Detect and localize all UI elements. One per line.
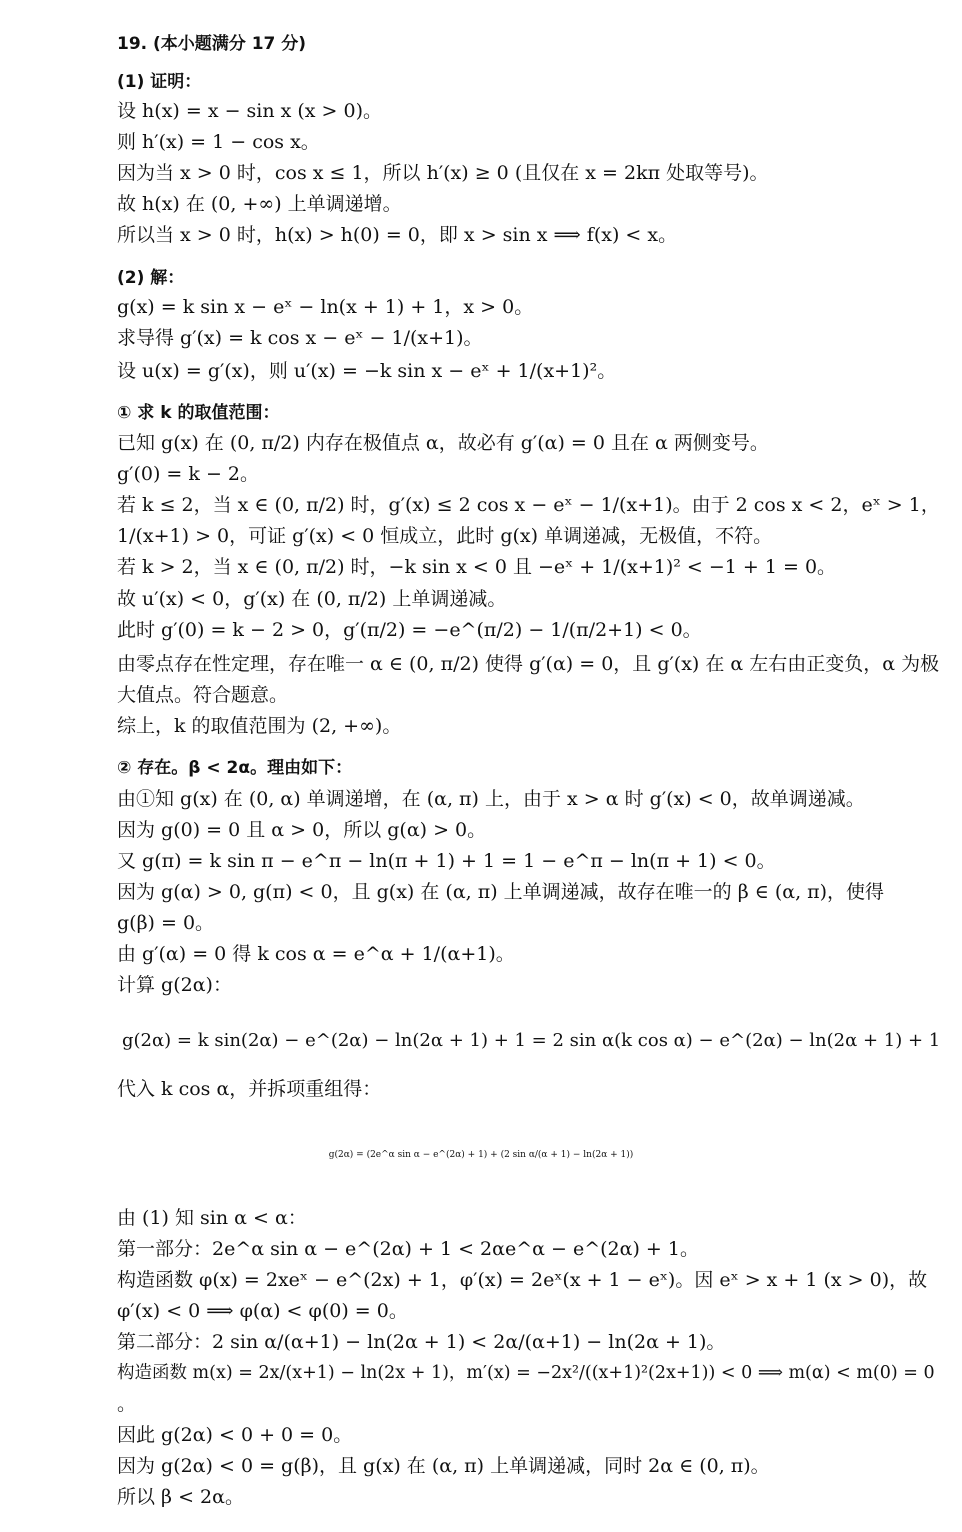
solution-line: 已知 g(x) 在 (0, π/2) 内存在极值点 α，故必有 g′(α) = 0 且在 α 两侧变号。 [117, 432, 769, 454]
solution-line: 综上，k 的取值范围为 (2, +∞)。 [117, 715, 402, 737]
solution-line: g′(0) = k − 2。 [117, 463, 259, 485]
solution-line: 计算 g(2α)： [117, 974, 232, 996]
solution-line: 因为 g(α) > 0, g(π) < 0，且 g(x) 在 (α, π) 上单调递减，故存在唯一的 β ∈ (α, π)，使得 [117, 881, 885, 903]
solution-line: 求导得 g′(x) = k cos x − eˣ − 1/(x+1)。 [117, 327, 483, 349]
proof-line: 设 h(x) = x − sin x (x > 0)。 [117, 100, 383, 122]
solution-line: 由 g′(α) = 0 得 k cos α = e^α + 1/(α+1)。 [117, 943, 515, 965]
solution-line: 代入 k cos α，并拆项重组得： [117, 1078, 382, 1100]
proof-line: 因为当 x > 0 时，cos x ≤ 1，所以 h′(x) ≥ 0 (且仅在 x = 2kπ 处取等号)。 [117, 162, 769, 184]
solution-line: 由 (1) 知 sin α < α： [117, 1207, 307, 1229]
proof-line: 故 h(x) 在 (0, +∞) 上单调递增。 [117, 193, 402, 215]
solution-line: 因为 g(2α) < 0 = g(β)，且 g(x) 在 (α, π) 上单调递减，同时 2α ∈ (0, π)。 [117, 1455, 770, 1477]
solution-line: 第一部分：2e^α sin α − e^(2α) + 1 < 2αe^α − e^(2α) + 1。 [117, 1238, 699, 1260]
solution-line: φ′(x) < 0 ⟹ φ(α) < φ(0) = 0。 [117, 1300, 408, 1322]
solution-line: 又 g(π) = k sin π − e^π − ln(π + 1) + 1 = 1 − e^π − ln(π + 1) < 0。 [117, 850, 776, 872]
solution-line: 所以 β < 2α。 [117, 1486, 244, 1508]
solution-line: 。 [117, 1393, 137, 1415]
solution-line: 此时 g′(0) = k − 2 > 0，g′(π/2) = −e^(π/2) − 1/(π/2+1) < 0。 [117, 619, 702, 641]
display-equation: g(2α) = (2e^α sin α − e^(2α) + 1) + (2 sin α/(α + 1) − ln(2α + 1)) [328, 1150, 634, 1160]
subpart-2-heading: ② 存在。β < 2α。理由如下： [117, 758, 353, 778]
solution-line: 构造函数 φ(x) = 2xeˣ − e^(2x) + 1，φ′(x) = 2eˣ(x + 1 − eˣ)。因 eˣ > x + 1 (x > 0)，故 [117, 1269, 928, 1291]
proof-line: 所以当 x > 0 时，h(x) > h(0) = 0，即 x > sin x ⟹ f(x) < x。 [117, 224, 678, 246]
solution-line: 由零点存在性定理，存在唯一 α ∈ (0, π/2) 使得 g′(α) = 0，且 g′(x) 在 α 左右由正变负，α 为极 [117, 653, 940, 675]
solution-line: 设 u(x) = g′(x)，则 u′(x) = −k sin x − eˣ + 1/(x+1)²。 [117, 360, 617, 382]
solution-line: 因此 g(2α) < 0 + 0 = 0。 [117, 1424, 353, 1446]
solution-line: 由①知 g(x) 在 (0, α) 单调递增，在 (α, π) 上，由于 x > α 时 g′(x) < 0，故单调递减。 [117, 788, 865, 810]
proof-line: 则 h′(x) = 1 − cos x。 [117, 131, 320, 153]
part-2-heading: (2) 解： [117, 268, 185, 288]
solution-line: g(x) = k sin x − eˣ − ln(x + 1) + 1，x > 0。 [117, 296, 534, 318]
solution-line: 构造函数 m(x) = 2x/(x+1) − ln(2x + 1)，m′(x) = −2x²/((x+1)²(2x+1)) < 0 ⟹ m(α) < m(0) = 0 [117, 1363, 935, 1383]
solution-line: 若 k ≤ 2，当 x ∈ (0, π/2) 时，g′(x) ≤ 2 cos x − eˣ − 1/(x+1)。由于 2 cos x < 2，eˣ > 1， [117, 494, 940, 516]
subpart-1-heading: ① 求 k 的取值范围： [117, 403, 280, 423]
solution-line: 大值点。符合题意。 [117, 684, 289, 706]
solution-line: 因为 g(0) = 0 且 α > 0，所以 g(α) > 0。 [117, 819, 487, 841]
problem-title: 19. (本小题满分 17 分) [117, 34, 307, 54]
solution-line: g(β) = 0。 [117, 912, 215, 934]
part-1-heading: (1) 证明： [117, 72, 202, 92]
solution-line: 若 k > 2，当 x ∈ (0, π/2) 时，−k sin x < 0 且 −eˣ + 1/(x+1)² < −1 + 1 = 0。 [117, 556, 837, 578]
solution-line: 第二部分：2 sin α/(α+1) − ln(2α + 1) < 2α/(α+1) − ln(2α + 1)。 [117, 1331, 726, 1353]
display-equation: g(2α) = k sin(2α) − e^(2α) − ln(2α + 1) + 1 = 2 sin α(k cos α) − e^(2α) − ln(2α + 1) + 1 [122, 1030, 941, 1051]
solution-line: 故 u′(x) < 0，g′(x) 在 (0, π/2) 上单调递减。 [117, 588, 507, 610]
solution-line: 1/(x+1) > 0，可证 g′(x) < 0 恒成立，此时 g(x) 单调递减，无极值，不符。 [117, 525, 773, 547]
